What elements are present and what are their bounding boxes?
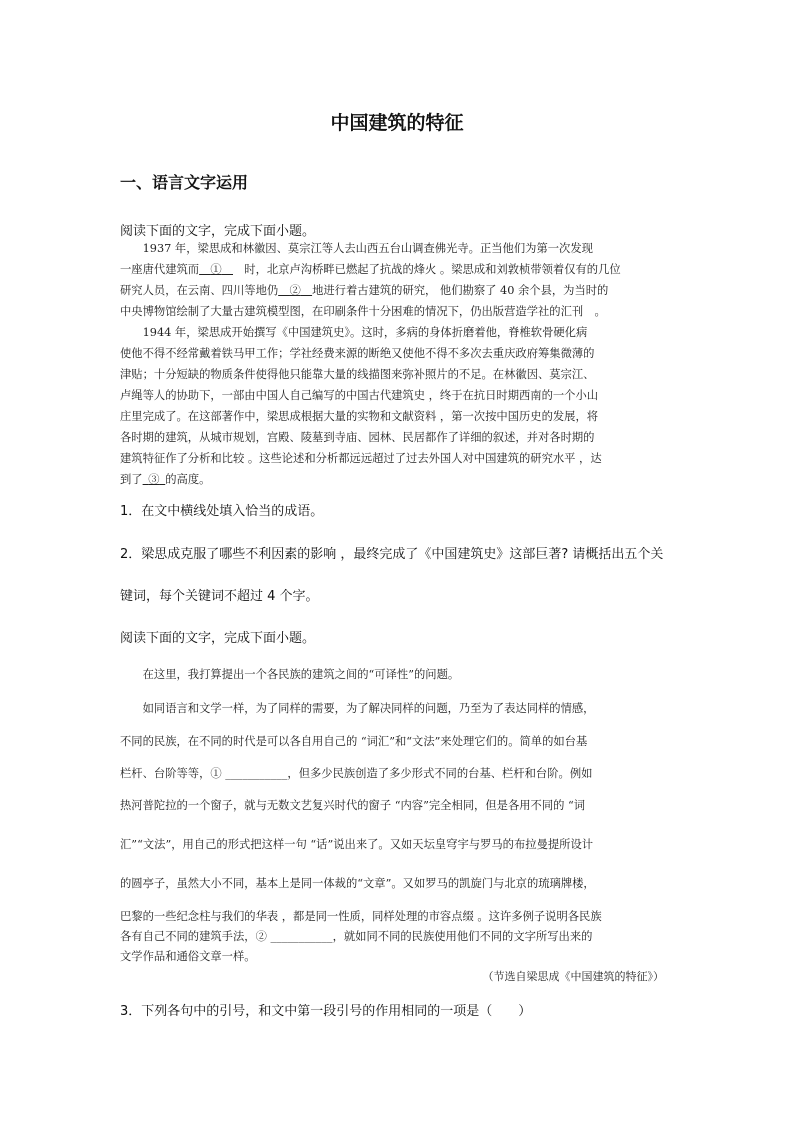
question-2-line-2: 键词，每个关键词不超过 4 个字。: [120, 589, 319, 604]
blank-2: ②: [289, 284, 301, 297]
passage-line: 一座唐代建筑而 ① 时，北京卢沟桥畔已燃起了抗战的烽火 。梁思成和刘敦桢带领着仅有的几位: [120, 263, 621, 276]
passage-line: 1937 年，梁思成和林徽因、莫宗江等人去山西五台山调查佛光寺。正当他们为第一次发现: [120, 242, 593, 255]
passage-line: 1944 年，梁思成开始撰写《中国建筑史》。这时，多病的身体折磨着他，脊椎软骨硬化病: [120, 326, 588, 339]
passage-line: 研究人员，在云南、四川等地仍 ② 地进行着古建筑的研究， 他们勘察了 40 余个县，为当时的: [120, 284, 609, 297]
passage-line: 卢绳等人的协助下，一部由中国人自己编写的中国古代建筑史 ，终于在抗日时期西南的一个小山: [120, 389, 599, 402]
reading2-instruction: 阅读下面的文字，完成下面小题。: [120, 631, 316, 646]
reading1-instruction: 阅读下面的文字，完成下面小题。: [120, 224, 316, 239]
question-2-line-1: 2．梁思成克服了哪些不利因素的影响 ，最终完成了《中国建筑史》这部巨著? 请概括出五个关: [120, 547, 664, 562]
reading2-line: 热河普陀拉的一个窗子，就与无数文艺复兴时代的窗子 “内容”完全相同，但是各用不同的 “词: [120, 799, 586, 812]
blank-1: ①: [210, 263, 222, 276]
passage-line: 各时期的建筑，从城市规划，宫殿、陵墓到寺庙、园林、民居都作了详细的叙述，并对各时期的: [120, 431, 595, 444]
reading2-line: 各有自己不同的建筑手法，② ___________，就如同不同的民族使用他们不同的文字所写出来的: [120, 930, 593, 943]
reading2-line: 不同的民族，在不同的时代是可以各自用自己的 “词汇”和“文法”来处理它们的。简单的如台基: [120, 735, 588, 748]
passage-line: 中央博物馆绘制了大量古建筑模型图，在印刷条件十分困难的情况下，仍出版营造学社的汇刊 。: [120, 305, 606, 318]
reading2-line: 栏杆、台阶等等，① ___________，但多少民族创造了多少形式不同的台基、栏杆和台阶。例如: [120, 767, 593, 780]
reading2-line: 的圆亭子，虽然大小不同，基本上是同一体裁的“文章”。又如罗马的凯旋门与北京的琉璃牌楼，: [120, 877, 595, 890]
question-1: 1．在文中横线处填入恰当的成语。: [120, 504, 324, 519]
reading2-line: 如同语言和文学一样，为了同样的需要，为了解决同样的问题，乃至为了表达同样的情感，: [120, 702, 595, 715]
reading2-line: 巴黎的一些纪念柱与我们的华表 ，都是同一性质，同样处理的市容点缀 。这许多例子说明各民族: [120, 910, 602, 923]
reading1-passage: [120, 238, 680, 490]
page-title: 中国建筑的特征: [330, 112, 464, 134]
passage-line: 使他不得不经常戴着铁马甲工作；学社经费来源的断绝又使他不得不多次去重庆政府筹集微薄的: [120, 347, 595, 360]
passage-line: 津贴；十分短缺的物质条件使得他只能靠大量的线描图来弥补照片的不足。在林徽因、莫宗江、: [120, 368, 595, 381]
source-citation: （节选自梁思成《中国建筑的特征》）: [482, 970, 664, 983]
reading2-line: 文学作品和通俗文章一样。: [120, 950, 256, 963]
question-3: 3．下列各句中的引号，和文中第一段引号的作用相同的一项是（ ）: [120, 1004, 532, 1019]
passage-line: 到了 ③ 的高度。: [120, 473, 211, 486]
reading2-line: 汇”“文法”，用自己的形式把这样一句 “话”说出来了。又如天坛皇穹宇与罗马的布拉曼提所设计: [120, 838, 594, 851]
passage-line: 建筑特征作了分析和比较 。这些论述和分析都远远超过了过去外国人对中国建筑的研究水平 ，达: [120, 452, 602, 465]
section-heading: 一、语言文字运用: [120, 173, 249, 192]
passage-line: 庄里完成了。在这部著作中，梁思成根据大量的实物和文献资料 ，第一次按中国历史的发展，将: [120, 410, 599, 423]
blank-3: ③: [148, 473, 160, 486]
reading2-line: 在这里，我打算提出一个各民族的建筑之间的“可译性”的问题。: [120, 668, 460, 681]
